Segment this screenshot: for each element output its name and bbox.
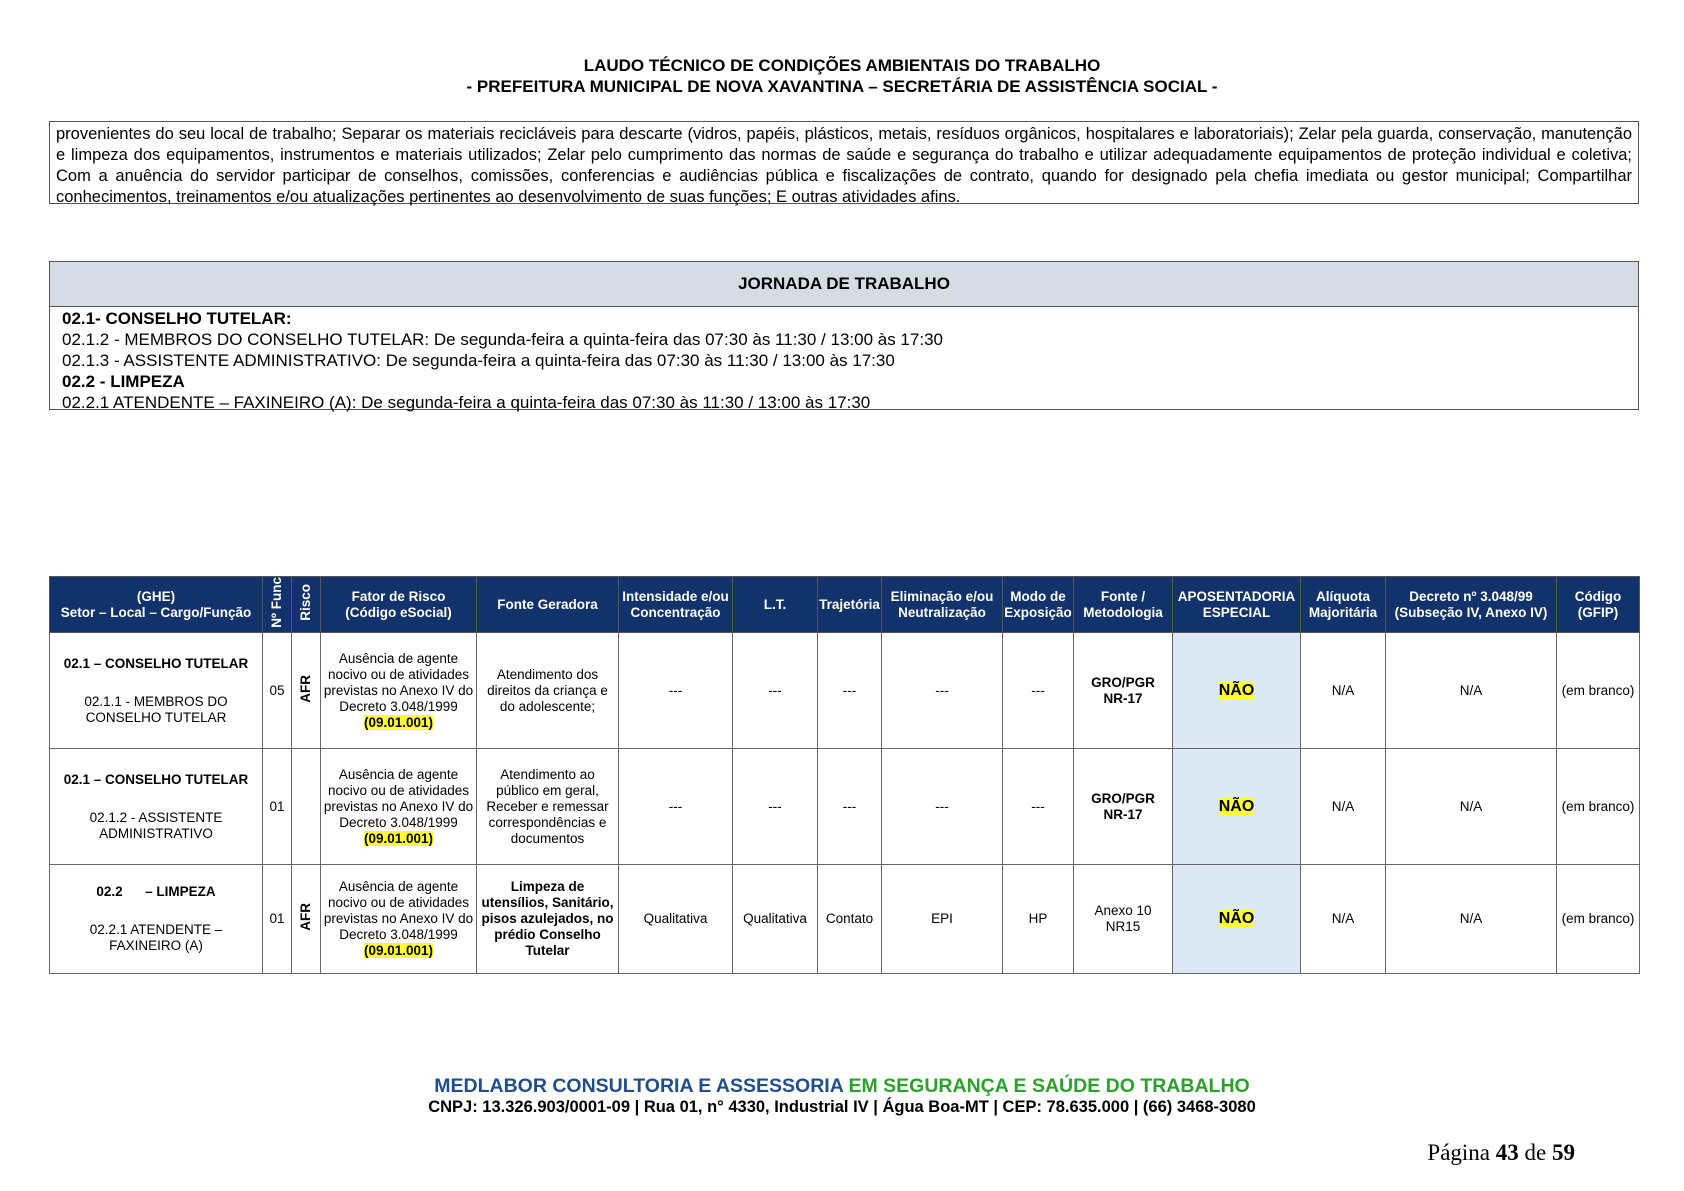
footer-company-name: MEDLABOR CONSULTORIA E ASSESSORIA: [434, 1075, 844, 1097]
cell-fator: Ausência de agente nocivo ou de atividades previstas no Anexo IV do Decreto 3.048/1999 (09.01.001): [321, 865, 477, 974]
jornada-line: 02.1- CONSELHO TUTELAR:: [62, 309, 292, 328]
jornada-line: 02.2 - LIMPEZA: [62, 372, 185, 391]
cell-risco: AFR: [292, 865, 321, 974]
cell-aposentadoria: NÃO: [1173, 749, 1301, 865]
cell-intensidade: ---: [619, 749, 733, 865]
cell-nfunc: 01: [263, 749, 292, 865]
cell-decreto: N/A: [1386, 633, 1557, 749]
jornada-line: 02.1.3 - ASSISTENTE ADMINISTRATIVO: De segunda-feira a quinta-feira das 07:30 às 11:30 / 13:00 às 17:30: [62, 351, 895, 370]
cell-modo: ---: [1003, 633, 1074, 749]
cell-fator: Ausência de agente nocivo ou de atividades previstas no Anexo IV do Decreto 3.048/1999 (09.01.001): [321, 633, 477, 749]
cell-gfip: (em branco): [1557, 633, 1640, 749]
col-nfunc: Nº Func: [263, 577, 292, 633]
col-aposentadoria: APOSENTADORIA ESPECIAL: [1173, 577, 1301, 633]
cell-lt: Qualitativa: [733, 865, 818, 974]
esocial-code: (09.01.001): [363, 830, 434, 846]
cell-decreto: N/A: [1386, 865, 1557, 974]
cell-trajetoria: Contato: [818, 865, 882, 974]
document-title: LAUDO TÉCNICO DE CONDIÇÕES AMBIENTAIS DO TRABALHO: [583, 56, 1101, 75]
col-trajetoria: Trajetória: [818, 577, 882, 633]
cell-lt: ---: [733, 749, 818, 865]
cell-aliquota: N/A: [1301, 865, 1386, 974]
cell-gfip: (em branco): [1557, 749, 1640, 865]
cell-aposentadoria: NÃO: [1173, 633, 1301, 749]
footer-company: [0, 1075, 1684, 1098]
col-fator: Fator de Risco (Código eSocial): [321, 577, 477, 633]
col-intensidade: Intensidade e/ou Concentração: [619, 577, 733, 633]
cell-trajetoria: ---: [818, 633, 882, 749]
jornada-line: 02.1.2 - MEMBROS DO CONSELHO TUTELAR: De segunda-feira a quinta-feira das 07:30 às 11:30 / 13:00 às 17:30: [62, 330, 943, 349]
col-fonte-geradora: Fonte Geradora: [477, 577, 619, 633]
cell-fonte: Atendimento ao público em geral, Receber e remessar correspondências e documentos: [477, 749, 619, 865]
col-decreto: Decreto nº 3.048/99 (Subseção IV, Anexo IV): [1386, 577, 1557, 633]
cell-modo: HP: [1003, 865, 1074, 974]
col-eliminacao: Eliminação e/ou Neutralização: [882, 577, 1003, 633]
col-ghe: (GHE) Setor – Local – Cargo/Função: [50, 577, 263, 633]
col-codigo: Código (GFIP): [1557, 577, 1640, 633]
cell-aliquota: N/A: [1301, 749, 1386, 865]
cell-gfip: (em branco): [1557, 865, 1640, 974]
description-box: provenientes do seu local de trabalho; Separar os materiais recicláveis para descarte (vidros, papéis, plásticos, metais, resíduos orgânicos, hospitalares e laboratoriais); Zelar pela guarda, conservação, manutenção e limpeza dos equipamentos, instrumentos e materiais utilizados; Zelar pelo cumprimento das normas de saúde e segurança do trabalho e utilizar adequadamente equipamentos de proteção individual e coletiva; Com a anuência do servidor participar de conselhos, comissões, conferencias e audiências pública e fiscalizações de contrato, quando for designado pela chefia imediata ou gestor municipal; Compartilhar conhecimentos, treinamentos e/ou atualizações pertinentes ao desenvolvimento de suas funções; E outras atividades afins.: [49, 121, 1639, 204]
col-aliquota: Alíquota Majoritária: [1301, 577, 1386, 633]
table-row: [50, 633, 1640, 749]
cell-metodologia: GRO/PGR NR-17: [1074, 749, 1173, 865]
document-subtitle: - PREFEITURA MUNICIPAL DE NOVA XAVANTINA – SECRETÁRIA DE ASSISTÊNCIA SOCIAL -: [466, 77, 1218, 96]
cell-aliquota: N/A: [1301, 633, 1386, 749]
jornada-section: [49, 261, 1639, 410]
cell-fator: Ausência de agente nocivo ou de atividades previstas no Anexo IV do Decreto 3.048/1999 (09.01.001): [321, 749, 477, 865]
cell-setor: 02.1 – CONSELHO TUTELAR 02.1.1 - MEMBROS DO CONSELHO TUTELAR: [50, 633, 263, 749]
cell-risco: AFR: [292, 633, 321, 749]
cell-setor: 02.1 – CONSELHO TUTELAR 02.1.2 - ASSISTENTE ADMINISTRATIVO: [50, 749, 263, 865]
cell-metodologia: Anexo 10 NR15: [1074, 865, 1173, 974]
cell-fonte: Limpeza de utensílios, Sanitário, pisos azulejados, no prédio Conselho Tutelar: [477, 865, 619, 974]
cell-modo: ---: [1003, 749, 1074, 865]
cell-eliminacao: EPI: [882, 865, 1003, 974]
cell-trajetoria: ---: [818, 749, 882, 865]
cell-intensidade: ---: [619, 633, 733, 749]
cell-nfunc: 01: [263, 865, 292, 974]
jornada-title: JORNADA DE TRABALHO: [50, 262, 1638, 307]
cell-aposentadoria: NÃO: [1173, 865, 1301, 974]
footer-address: CNPJ: 13.326.903/0001-09 | Rua 01, n° 4330, Industrial IV | Água Boa-MT | CEP: 78.635.000 | (66) 3468-3080: [428, 1098, 1256, 1116]
table-row: [50, 865, 1640, 974]
cell-eliminacao: ---: [882, 633, 1003, 749]
cell-decreto: N/A: [1386, 749, 1557, 865]
cell-lt: ---: [733, 633, 818, 749]
col-metodologia: Fonte / Metodologia: [1074, 577, 1173, 633]
esocial-code: (09.01.001): [363, 714, 434, 730]
col-lt: L.T.: [733, 577, 818, 633]
cell-metodologia: GRO/PGR NR-17: [1074, 633, 1173, 749]
esocial-code: (09.01.001): [363, 943, 434, 958]
page-number: Página 43 de 59: [1427, 1140, 1575, 1165]
cell-intensidade: Qualitativa: [619, 865, 733, 974]
table-header-row: [50, 577, 1640, 633]
cell-risco: [292, 749, 321, 865]
table-row: [50, 749, 1640, 865]
cell-eliminacao: ---: [882, 749, 1003, 865]
jornada-body: [50, 307, 1638, 414]
cell-fonte: Atendimento dos direitos da criança e do adolescente;: [477, 633, 619, 749]
col-modo: Modo de Exposição: [1003, 577, 1074, 633]
cell-nfunc: 05: [263, 633, 292, 749]
footer-company-tagline: EM SEGURANÇA E SAÚDE DO TRABALHO: [848, 1075, 1250, 1097]
risk-table: [49, 576, 1640, 974]
cell-setor: 02.2 – LIMPEZA 02.2.1 ATENDENTE – FAXINEIRO (A): [50, 865, 263, 974]
col-risco: Risco: [292, 577, 321, 633]
jornada-line: 02.2.1 ATENDENTE – FAXINEIRO (A): De segunda-feira a quinta-feira das 07:30 às 11:30 / 13:00 às 17:30: [62, 393, 871, 412]
